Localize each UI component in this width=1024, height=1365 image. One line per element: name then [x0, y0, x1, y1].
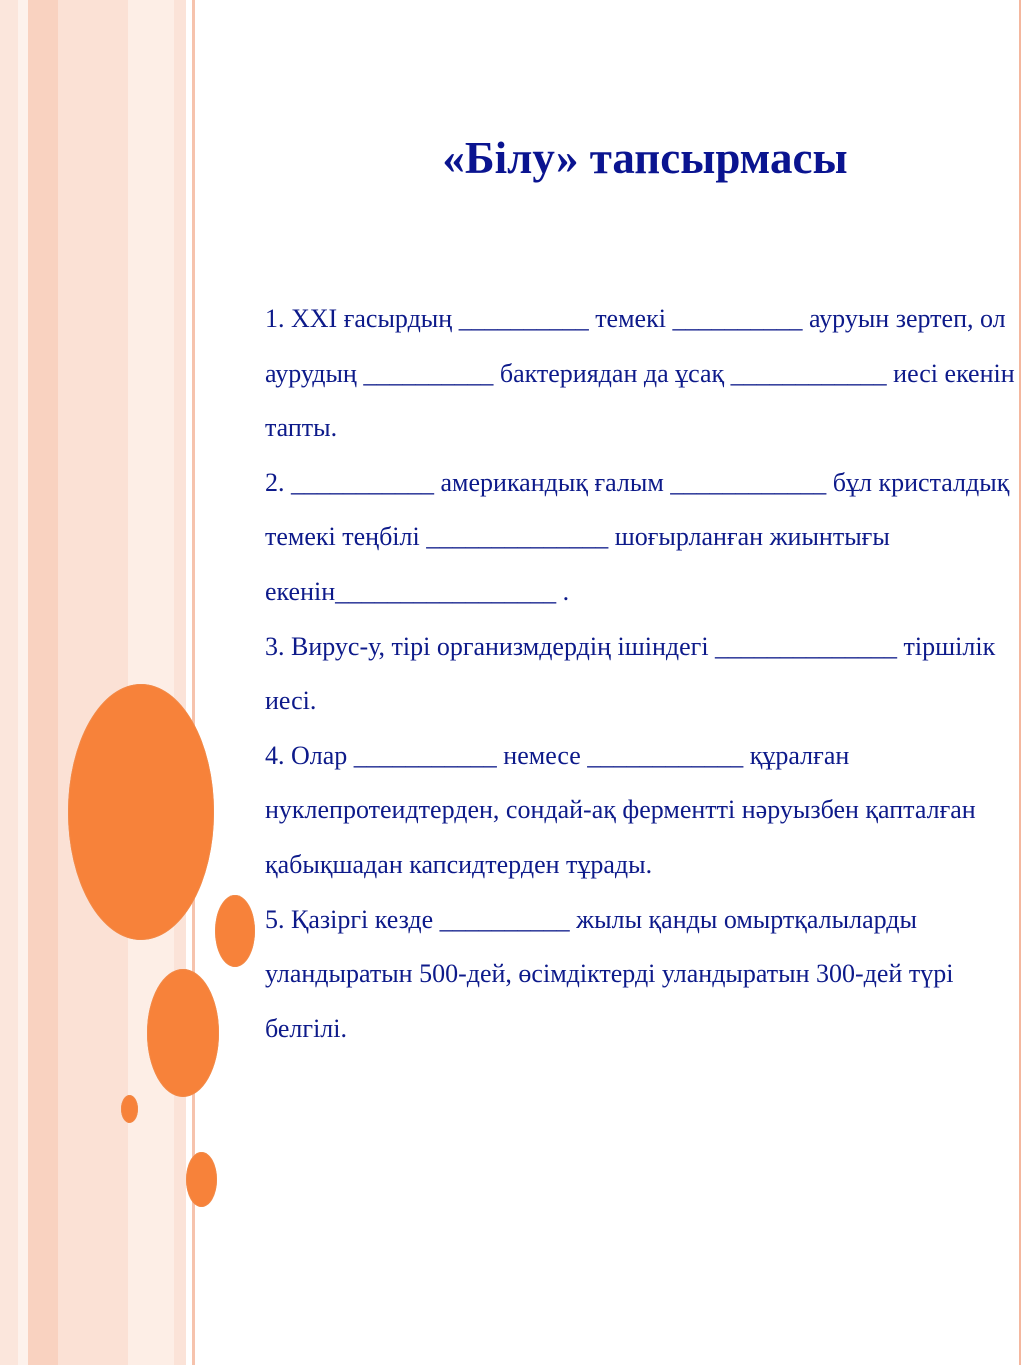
task-item-3: 3. Вирус-у, тірі организмдердің ішіндегі ______________ тіршілік иесі.	[265, 631, 996, 716]
task-list	[265, 292, 1015, 1056]
decor-circle-small	[215, 895, 255, 967]
decor-stripe	[58, 0, 128, 1365]
decor-circle-medium	[147, 969, 219, 1097]
decor-circle-small	[186, 1152, 217, 1207]
decor-stripe	[28, 0, 58, 1365]
decor-circle-large	[68, 684, 214, 940]
task-item-1: 1. XXI ғасырдың __________ темекі __________ ауруын зертеп, ол аурудың __________ бактериядан да ұсақ ____________ иесі екенін тапты.	[265, 304, 1015, 443]
decor-stripe	[128, 0, 174, 1365]
decor-stripe	[0, 0, 18, 1365]
decor-circle-tiny	[121, 1095, 138, 1123]
right-edge-line	[1019, 0, 1021, 1365]
decor-stripe	[18, 0, 28, 1365]
slide-title: «Білу» тапсырмасы	[442, 133, 848, 183]
task-item-4: 4. Олар ___________ немесе ____________ құралған нуклепротеидтерден, сондай-ақ ферментті нәруызбен қапталған қабықшадан капсидтерден тұрады.	[265, 740, 976, 879]
task-item-5: 5. Қазіргі кезде __________ жылы қанды омыртқалыларды уландыратын 500-дей, өсімдіктерді уландыратын 300-дей түрі белгілі.	[265, 904, 954, 1043]
task-item-2: 2. ___________ американдық ғалым ____________ бұл кристалдық темекі теңбілі ______________ шоғырланған жиынтығы екенін_________________ .	[265, 467, 1010, 606]
decor-stripe	[174, 0, 186, 1365]
